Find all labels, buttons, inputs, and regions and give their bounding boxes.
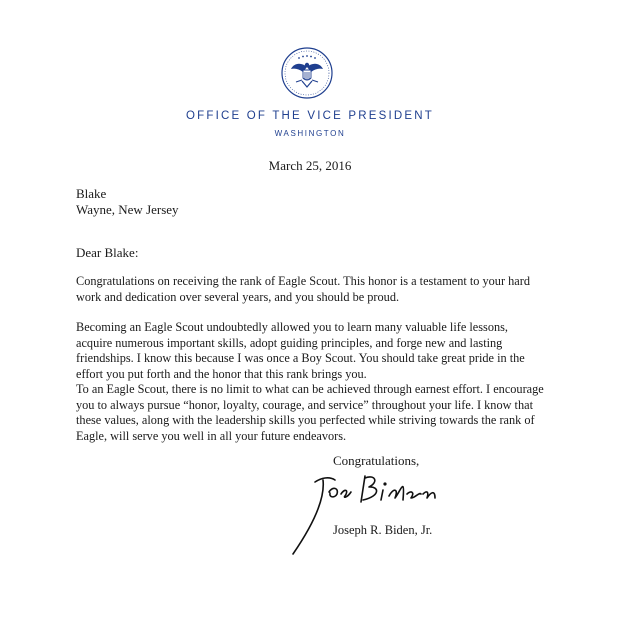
recipient-location: Wayne, New Jersey xyxy=(76,202,179,217)
vice-presidential-seal-icon xyxy=(281,47,333,99)
recipient-block xyxy=(76,186,179,218)
body-paragraph-1: Congratulations on receiving the rank of Eagle Scout. This honor is a testament to your hard work and dedication over several years, and you should be proud. xyxy=(76,274,530,304)
body-paragraph-2: Becoming an Eagle Scout undoubtedly allowed you to learn many valuable life lessons, acquire numerous important skills, adopt guiding principles, and forge new and lasting friendships. I know this because I was once a Boy Scout. You should take great pride in the effort you put forth and the honor that this rank brings you. xyxy=(76,320,525,381)
letterhead-city: WASHINGTON xyxy=(274,129,346,138)
handwritten-signature-icon xyxy=(285,462,455,562)
letter-date: March 25, 2016 xyxy=(268,158,352,173)
recipient-name: Blake xyxy=(76,186,107,201)
signer-name: Joseph R. Biden, Jr. xyxy=(333,523,433,537)
salutation: Dear Blake: xyxy=(76,245,139,260)
letterhead-office: OFFICE OF THE VICE PRESIDENT xyxy=(186,110,434,122)
closing: Congratulations, xyxy=(333,453,420,468)
body-paragraph-3: To an Eagle Scout, there is no limit to what can be achieved through earnest effort. I encourage you to always pursue “honor, loyalty, courage, and service” throughout your life. I know that these values, along with the leadership skills you perfected while striving towards the rank of Eagle, will serve you well in all your future endeavors. xyxy=(76,382,544,443)
